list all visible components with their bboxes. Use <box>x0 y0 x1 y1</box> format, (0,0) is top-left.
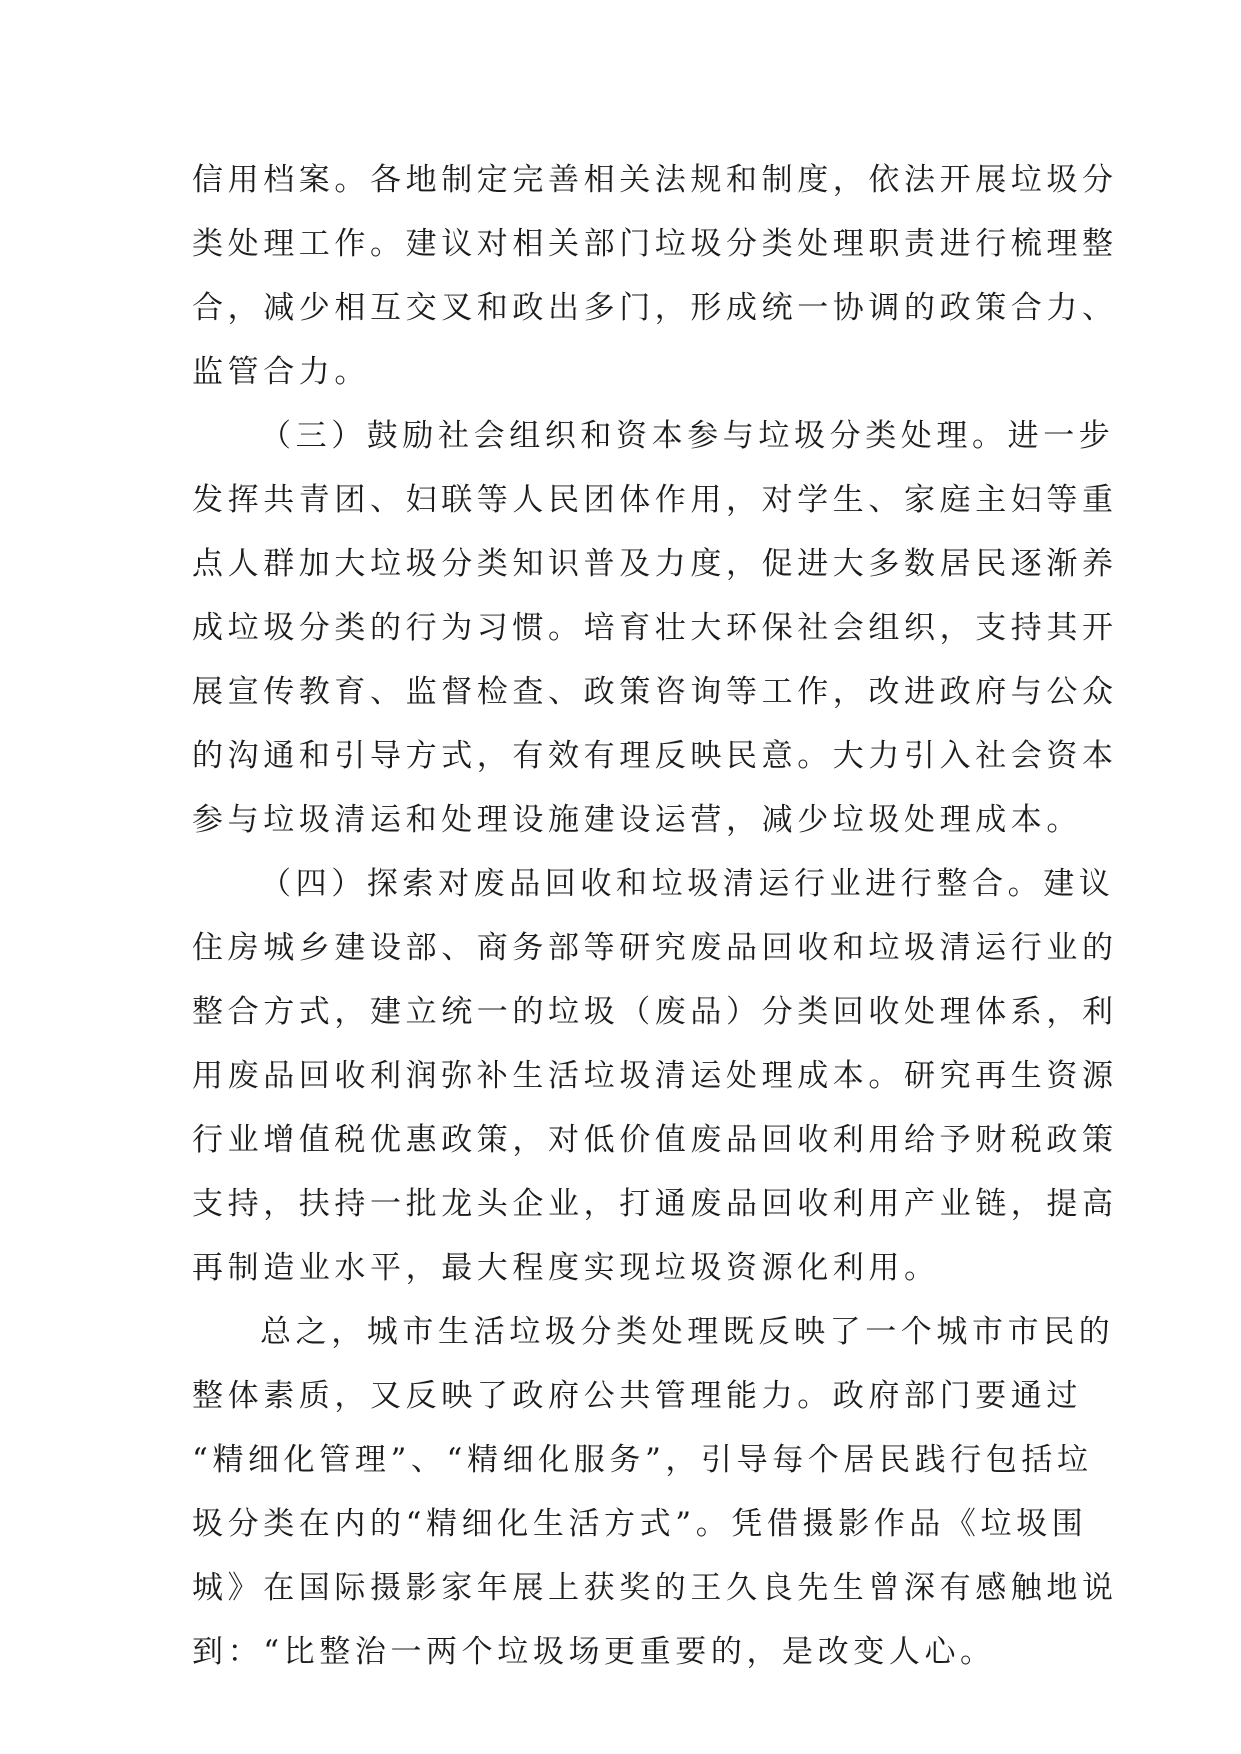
text-line: 监管合力。 <box>192 354 370 390</box>
text-line: 点人群加大垃圾分类知识普及力度，促进大多数居民逐渐养 <box>192 546 1118 582</box>
text-line: 的沟通和引导方式，有效有理反映民意。大力引入社会资本 <box>192 738 1118 774</box>
text-line: 城》在国际摄影家年展上获奖的王久良先生曾深有感触地说 <box>192 1570 1118 1606</box>
text-line: 发挥共青团、妇联等人民团体作用，对学生、家庭主妇等重 <box>192 482 1118 518</box>
text-line: 支持，扶持一批龙头企业，打通废品回收利用产业链，提高 <box>192 1186 1118 1222</box>
text-line: 成垃圾分类的行为习惯。培育壮大环保社会组织，支持其开 <box>192 610 1118 646</box>
text-line: 行业增值税优惠政策，对低价值废品回收利用给予财税政策 <box>192 1122 1118 1158</box>
text-line: 展宣传教育、监督检查、政策咨询等工作，改进政府与公众 <box>192 674 1118 710</box>
text-line: 合，减少相互交叉和政出多门，形成统一协调的政策合力、 <box>192 290 1118 326</box>
text-line: 圾分类在内的“精细化生活方式”。凭借摄影作品《垃圾围 <box>192 1506 1088 1542</box>
paragraph-start-line: 总之，城市生活垃圾分类处理既反映了一个城市市民的 <box>260 1314 1115 1350</box>
text-line: 用废品回收利润弥补生活垃圾清运处理成本。研究再生资源 <box>192 1058 1118 1094</box>
text-line: 到：“比整治一两个垃圾场更重要的，是改变人心。 <box>192 1634 996 1670</box>
section-heading-line: （四）探索对废品回收和垃圾清运行业进行整合。建议 <box>260 866 1115 902</box>
text-line: “精细化管理”、“精细化服务”，引导每个居民践行包括垃 <box>192 1442 1093 1478</box>
text-line: 整体素质，又反映了政府公共管理能力。政府部门要通过 <box>192 1378 1082 1414</box>
text-line: 参与垃圾清运和处理设施建设运营，减少垃圾处理成本。 <box>192 802 1082 838</box>
section-heading-line: （三）鼓励社会组织和资本参与垃圾分类处理。进一步 <box>260 418 1115 454</box>
text-line: 住房城乡建设部、商务部等研究废品回收和垃圾清运行业的 <box>192 930 1118 966</box>
text-line: 信用档案。各地制定完善相关法规和制度，依法开展垃圾分 <box>192 162 1118 198</box>
text-line: 再制造业水平，最大程度实现垃圾资源化利用。 <box>192 1250 940 1286</box>
text-line: 类处理工作。建议对相关部门垃圾分类处理职责进行梳理整 <box>192 226 1118 262</box>
text-line: 整合方式，建立统一的垃圾（废品）分类回收处理体系，利 <box>192 994 1118 1030</box>
